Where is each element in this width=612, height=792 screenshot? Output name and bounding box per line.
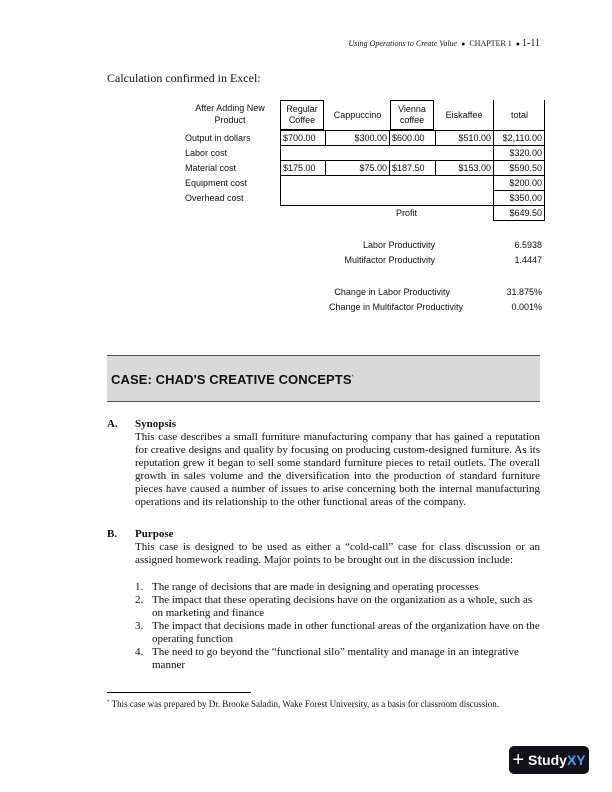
grid-line: [493, 190, 545, 191]
grid-line: [280, 205, 545, 206]
list-text: The range of decisions that are made in designing and operating processes: [152, 581, 479, 593]
synopsis-paragraph: This case describes a small furniture manufacturing company that has gained a reputation for creative designs and quality by focusing on producing custom-designed furniture. As its reputation grew it began to sell some standard furniture pieces to retail outlets. The overall growth in sales volume and the diversification into the production of standard furniture pieces have caused a number of issues to arise concerning both the internal manufacturing operations and its relationship to the other functional areas of the company.: [135, 431, 540, 508]
running-title: Using Operations to Create Value: [348, 39, 458, 48]
cell-material-eiskaffee: $153.00: [458, 163, 491, 173]
running-header: [349, 38, 540, 49]
labor-productivity-label: Labor Productivity: [362, 240, 435, 250]
list-number: 1.: [135, 581, 144, 593]
page-number: 1-11: [522, 38, 540, 49]
list-text: The impact that decisions made in other functional areas of the organization have on the operating function: [152, 620, 540, 645]
row-label-overhead: Overhead cost: [185, 193, 244, 203]
cell-output-total: $2,110.00: [502, 133, 542, 143]
list-item: [135, 646, 540, 672]
grid-line: [280, 130, 281, 205]
list-text: The impact that these operating decisions have on the organization as a whole, such as on marketing and finance: [152, 594, 533, 619]
col-header-total: total: [510, 110, 528, 120]
grid-line: [280, 145, 545, 146]
brand-text: Study: [528, 752, 567, 768]
purpose-list: [135, 581, 540, 672]
section-letter: A.: [107, 418, 118, 430]
cell-material-cappuccino: $75.00: [359, 163, 387, 173]
row-label-material: Material cost: [185, 163, 237, 173]
cell-output-vienna: $600.00: [392, 133, 425, 143]
section-title: Synopsis: [135, 418, 176, 430]
row-label-equipment: Equipment cost: [185, 178, 248, 188]
list-item: [135, 581, 540, 594]
case-banner: [107, 355, 540, 402]
row-label-output: Output in dollars: [185, 133, 251, 143]
col-header-eiskaffee: Eiskaffee: [445, 110, 483, 120]
list-number: 3.: [135, 620, 144, 632]
list-number: 4.: [135, 646, 144, 658]
cell-overhead-total: $350.00: [509, 193, 542, 203]
cell-output-regular: $700.00: [283, 133, 316, 143]
grid-line: [389, 160, 390, 175]
corner-header: After Adding New Product: [195, 103, 265, 125]
col-header-regular: Regular Coffee: [280, 100, 324, 130]
cell-material-regular: $175.00: [283, 163, 316, 173]
list-number: 2.: [135, 594, 144, 606]
bullet-icon: ●: [515, 40, 521, 48]
cell-output-cappuccino: $300.00: [354, 133, 387, 143]
change-labor-value: 31.875%: [506, 287, 542, 297]
profit-value: $649.50: [509, 208, 542, 218]
footnote-rule: [107, 692, 251, 693]
synopsis-heading: [107, 418, 176, 430]
purpose-paragraph: This case is designed to be used as either a “cold-call” case for class discussion or an assigned homework reading. Major points to be brought out in the discussion include:: [135, 541, 540, 566]
row-label-labor: Labor cost: [185, 148, 228, 158]
labor-productivity-value: 6.5938: [514, 240, 542, 250]
cell-border: [544, 100, 545, 130]
case-title: [111, 372, 354, 387]
col-header-cappuccino: Cappuccino: [333, 110, 382, 120]
chapter-label: CHAPTER 1: [469, 39, 512, 48]
col-header-vienna: Vienna coffee: [390, 100, 434, 130]
grid-line: [280, 130, 545, 131]
list-item: [135, 620, 540, 646]
footnote: [107, 697, 540, 710]
section-letter: B.: [107, 528, 118, 540]
grid-line: [389, 130, 390, 145]
change-multifactor-label: Change in Multifactor Productivity: [328, 302, 463, 312]
multifactor-productivity-value: 1.4447: [514, 255, 542, 265]
change-labor-label: Change in Labor Productivity: [334, 287, 450, 297]
grid-line: [493, 220, 545, 221]
brand-accent-text: XY: [566, 752, 586, 768]
grid-line: [544, 130, 545, 220]
studyxy-badge[interactable]: [509, 746, 589, 774]
section-title: Purpose: [135, 528, 174, 540]
bullet-icon: ●: [461, 40, 466, 48]
cell-output-eiskaffee: $510.00: [458, 133, 491, 143]
cell-equipment-total: $200.00: [509, 178, 542, 188]
cell-material-vienna: $187.50: [392, 163, 425, 173]
profit-label: Profit: [396, 208, 418, 218]
multifactor-productivity-label: Multifactor Productivity: [344, 255, 435, 265]
plus-icon: +: [512, 749, 525, 771]
grid-line: [280, 175, 545, 176]
footnote-text: This case was prepared by Dr. Brooke Saladin, Wake Forest University, as a basis for classroom discussion.: [111, 699, 500, 709]
list-text: The need to go beyond the “functional silo” mentality and manage in an integrative manner: [152, 646, 519, 671]
cell-border: [493, 100, 494, 130]
cell-labor-total: $320.00: [509, 148, 542, 158]
footnote-marker: *: [107, 700, 110, 705]
grid-line: [280, 160, 545, 161]
intro-text: Calculation confirmed in Excel:: [107, 71, 261, 85]
change-multifactor-value: 0.001%: [511, 302, 542, 312]
purpose-heading: [107, 528, 174, 540]
list-item: [135, 594, 540, 620]
footnote-marker: *: [351, 374, 354, 381]
case-title-text: CASE: CHAD'S CREATIVE CONCEPTS: [111, 372, 352, 387]
excel-sheet: [185, 100, 545, 322]
cell-material-total: $590.50: [509, 163, 542, 173]
